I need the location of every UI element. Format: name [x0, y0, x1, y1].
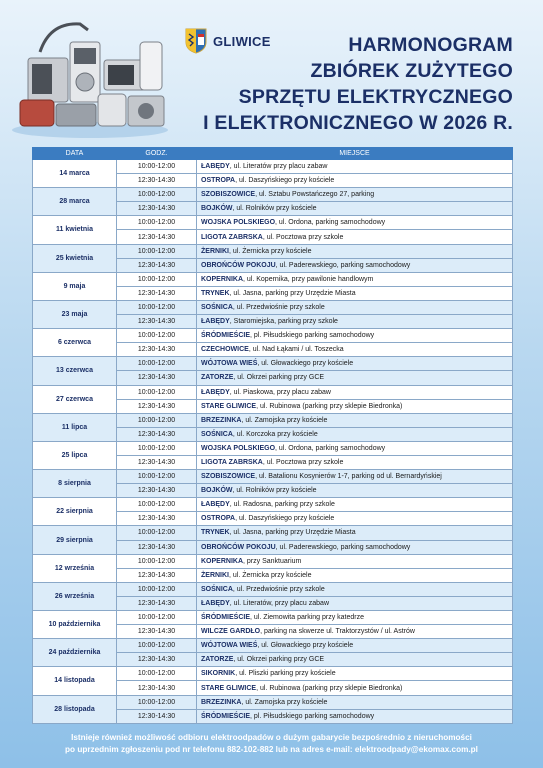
place-cell — [197, 582, 513, 596]
time-cell: 10:00-12:00 — [117, 357, 197, 371]
place-detail: , ul. Ordona, parking samochodowy — [275, 219, 386, 227]
place-cell — [197, 202, 513, 216]
appliances-illustration — [10, 12, 175, 140]
place-cell — [197, 540, 513, 554]
date-cell: 14 listopada — [33, 667, 117, 695]
place-name: WÓJTOWA WIEŚ — [201, 360, 258, 368]
place-cell — [197, 512, 513, 526]
place-detail: , ul. Jasna, parking przy Urzędzie Miasta — [229, 289, 356, 297]
title-line: SPRZĘTU ELEKTRYCZNEGO — [238, 86, 513, 108]
place-cell — [197, 470, 513, 484]
table-row — [33, 300, 513, 314]
place-name: ŁABĘDY — [201, 163, 230, 171]
footer-line: Istnieje również możliwość odbioru elektroodpadów o dużym gabarycie bezpośrednio z nieruchomości — [71, 733, 472, 742]
place-detail: , ul. Piaskowa, przy placu zabaw — [229, 388, 331, 396]
place-detail: , ul. Ordona, parking samochodowy — [275, 444, 386, 452]
place-cell — [197, 230, 513, 244]
place-name: ŚRÓDMIEŚCIE — [201, 332, 251, 340]
place-detail: , ul. Nad Łąkami / ul. Toszecka — [248, 346, 344, 354]
time-cell: 12:30-14:30 — [117, 512, 197, 526]
time-cell: 12:30-14:30 — [117, 653, 197, 667]
table-row — [33, 272, 513, 286]
place-cell — [197, 329, 513, 343]
place-cell — [197, 611, 513, 625]
time-cell: 10:00-12:00 — [117, 244, 197, 258]
place-name: STARE GLIWICE — [201, 684, 257, 692]
table-row — [33, 526, 513, 540]
place-name: TRYNEK — [201, 529, 230, 537]
place-detail: , ul. Pliszki parking przy kościele — [235, 670, 336, 678]
date-cell: 26 września — [33, 582, 117, 610]
place-detail: , ul. Zamojska przy kościele — [241, 698, 328, 706]
time-cell: 12:30-14:30 — [117, 286, 197, 300]
place-detail: , Staromiejska, parking przy szkole — [229, 318, 338, 326]
date-cell: 24 października — [33, 639, 117, 667]
time-cell: 12:30-14:30 — [117, 681, 197, 695]
time-cell: 12:30-14:30 — [117, 174, 197, 188]
place-detail: , przy Sanktuarium — [243, 557, 302, 565]
time-cell: 12:30-14:30 — [117, 484, 197, 498]
time-cell: 12:30-14:30 — [117, 315, 197, 329]
date-cell: 29 sierpnia — [33, 526, 117, 554]
place-name: SZOBISZOWICE — [201, 191, 256, 199]
place-cell — [197, 188, 513, 202]
place-cell — [197, 427, 513, 441]
date-cell: 14 marca — [33, 160, 117, 188]
place-detail: , ul. Batalionu Kosynierów 1-7, parking od ul. Bernardyńskiej — [255, 473, 442, 481]
date-cell: 9 maja — [33, 272, 117, 300]
place-name: SOŚNICA — [201, 303, 233, 311]
place-detail: , ul. Żernicka przy kościele — [229, 571, 312, 579]
place-detail: , ul. Przedwiośnie przy szkole — [232, 585, 325, 593]
time-cell: 10:00-12:00 — [117, 188, 197, 202]
table-row — [33, 695, 513, 709]
place-name: ZATORZE — [201, 374, 234, 382]
place-cell — [197, 455, 513, 469]
column-header-date: DATA — [33, 148, 117, 160]
date-cell: 22 sierpnia — [33, 498, 117, 526]
place-detail: , ul. Rubinowa (parking przy sklepie Biedronka) — [256, 684, 403, 692]
table-row — [33, 357, 513, 371]
place-name: BOJKÓW — [201, 205, 233, 213]
place-name: CZECHOWICE — [201, 346, 249, 354]
place-detail: , ul. Zamojska przy kościele — [241, 416, 328, 424]
place-name: SOŚNICA — [201, 585, 233, 593]
place-name: WOJSKA POLSKIEGO — [201, 444, 276, 452]
place-name: LIGOTA ZABRSKA — [201, 233, 263, 241]
date-cell: 25 lipca — [33, 441, 117, 469]
place-cell — [197, 554, 513, 568]
table-row — [33, 611, 513, 625]
place-detail: , ul. Głowackiego przy kościele — [257, 360, 354, 368]
place-detail: , ul. Literatów przy placu zabaw — [229, 163, 328, 171]
table-header-row — [33, 148, 513, 160]
place-detail: , ul. Rolników przy kościele — [232, 487, 317, 495]
place-name: BOJKÓW — [201, 487, 233, 495]
time-cell: 10:00-12:00 — [117, 385, 197, 399]
date-cell: 28 marca — [33, 188, 117, 216]
time-cell: 10:00-12:00 — [117, 441, 197, 455]
city-name: GLIWICE — [213, 33, 271, 49]
time-cell: 10:00-12:00 — [117, 611, 197, 625]
place-cell — [197, 639, 513, 653]
place-name: WILCZE GARDŁO — [201, 628, 261, 636]
place-cell — [197, 413, 513, 427]
place-name: LIGOTA ZABRSKA — [201, 459, 263, 467]
time-cell: 12:30-14:30 — [117, 596, 197, 610]
place-detail: , ul. Kopernika, przy pawilonie handlowym — [243, 275, 374, 283]
table-row — [33, 498, 513, 512]
table-row — [33, 413, 513, 427]
place-name: KOPERNIKA — [201, 275, 244, 283]
place-detail: , ul. Okrzei parking przy GCE — [233, 374, 325, 382]
table-row — [33, 582, 513, 596]
place-cell — [197, 174, 513, 188]
place-name: TRYNEK — [201, 289, 230, 297]
place-cell — [197, 625, 513, 639]
place-cell — [197, 681, 513, 695]
place-name: ŚRÓDMIEŚCIE — [201, 712, 251, 720]
page-title — [193, 32, 513, 136]
place-detail: , ul. Ziemowita parking przy katedrze — [250, 614, 365, 622]
place-name: OBROŃCÓW POKOJU — [201, 543, 276, 551]
time-cell: 12:30-14:30 — [117, 343, 197, 357]
table-row — [33, 329, 513, 343]
place-detail: , ul. Korczoka przy kościele — [232, 430, 318, 438]
place-detail: , ul. Przedwiośnie przy szkole — [232, 303, 325, 311]
time-cell: 12:30-14:30 — [117, 625, 197, 639]
date-cell: 8 sierpnia — [33, 470, 117, 498]
place-name: ŁABĘDY — [201, 599, 230, 607]
time-cell: 10:00-12:00 — [117, 300, 197, 314]
table-row — [33, 470, 513, 484]
place-name: BRZEZINKA — [201, 698, 242, 706]
place-detail: , ul. Rubinowa (parking przy sklepie Biedronka) — [256, 402, 403, 410]
place-name: ZATORZE — [201, 656, 234, 664]
place-detail: , ul. Pocztowa przy szkole — [262, 459, 344, 467]
place-cell — [197, 343, 513, 357]
place-cell — [197, 667, 513, 681]
table-row — [33, 244, 513, 258]
time-cell: 10:00-12:00 — [117, 582, 197, 596]
place-name: ŻERNIKI — [201, 247, 229, 255]
date-cell: 11 lipca — [33, 413, 117, 441]
time-cell: 10:00-12:00 — [117, 272, 197, 286]
time-cell: 10:00-12:00 — [117, 639, 197, 653]
place-detail: , ul. Daszyńskiego przy kościele — [235, 515, 335, 523]
footer-note — [0, 732, 543, 756]
date-cell: 27 czerwca — [33, 385, 117, 413]
place-detail: , ul. Okrzei parking przy GCE — [233, 656, 325, 664]
date-cell: 11 kwietnia — [33, 216, 117, 244]
place-detail: , ul. Sztabu Powstańczego 27, parking — [255, 191, 375, 199]
title-line: ZBIÓREK ZUŻYTEGO — [310, 60, 513, 82]
place-detail: , ul. Daszyńskiego przy kościele — [235, 177, 335, 185]
place-cell — [197, 315, 513, 329]
table-row — [33, 639, 513, 653]
place-name: OSTROPA — [201, 515, 236, 523]
date-cell: 13 czerwca — [33, 357, 117, 385]
collection-schedule-table — [32, 147, 513, 724]
footer-line: po uprzednim zgłoszeniu pod nr telefonu 882-102-882 lub na adres e-mail: elektroodpady@ekomax.com.pl — [65, 745, 478, 754]
place-name: ŚRÓDMIEŚCIE — [201, 614, 251, 622]
place-cell — [197, 357, 513, 371]
place-name: WÓJTOWA WIEŚ — [201, 642, 258, 650]
time-cell: 10:00-12:00 — [117, 498, 197, 512]
place-cell — [197, 484, 513, 498]
time-cell: 12:30-14:30 — [117, 568, 197, 582]
place-name: ŻERNIKI — [201, 571, 229, 579]
time-cell: 12:30-14:30 — [117, 258, 197, 272]
title-line: I ELEKTRONICZNEGO W 2026 R. — [203, 112, 513, 134]
time-cell: 12:30-14:30 — [117, 230, 197, 244]
place-cell — [197, 244, 513, 258]
date-cell: 6 czerwca — [33, 329, 117, 357]
time-cell: 10:00-12:00 — [117, 329, 197, 343]
place-cell — [197, 160, 513, 174]
place-name: SZOBISZOWICE — [201, 473, 256, 481]
table-row — [33, 160, 513, 174]
place-detail: , ul. Paderewskiego, parking samochodowy — [275, 543, 411, 551]
date-cell: 10 października — [33, 611, 117, 639]
place-cell — [197, 695, 513, 709]
date-cell: 12 września — [33, 554, 117, 582]
place-name: ŁABĘDY — [201, 318, 230, 326]
time-cell: 10:00-12:00 — [117, 695, 197, 709]
place-cell — [197, 653, 513, 667]
place-detail: , pl. Piłsudskiego parking samochodowy — [250, 712, 375, 720]
place-cell — [197, 709, 513, 723]
place-detail: , ul. Żernicka przy kościele — [229, 247, 312, 255]
place-detail: , ul. Rolników przy kościele — [232, 205, 317, 213]
table-row — [33, 554, 513, 568]
time-cell: 12:30-14:30 — [117, 399, 197, 413]
time-cell: 10:00-12:00 — [117, 554, 197, 568]
table-row — [33, 441, 513, 455]
place-cell — [197, 399, 513, 413]
place-name: SOŚNICA — [201, 430, 233, 438]
place-name: WOJSKA POLSKIEGO — [201, 219, 276, 227]
place-name: SIKORNIK — [201, 670, 236, 678]
time-cell: 12:30-14:30 — [117, 540, 197, 554]
place-detail: , parking na skwerze ul. Traktorzystów / ul. Astrów — [260, 628, 415, 636]
place-name: ŁABĘDY — [201, 388, 230, 396]
date-cell: 25 kwietnia — [33, 244, 117, 272]
place-detail: , ul. Literatów, przy placu zabaw — [229, 599, 329, 607]
time-cell: 10:00-12:00 — [117, 216, 197, 230]
place-name: STARE GLIWICE — [201, 402, 257, 410]
place-cell — [197, 441, 513, 455]
time-cell: 10:00-12:00 — [117, 413, 197, 427]
date-cell: 23 maja — [33, 300, 117, 328]
time-cell: 12:30-14:30 — [117, 427, 197, 441]
title-line: HARMONOGRAM — [348, 34, 513, 56]
time-cell: 12:30-14:30 — [117, 371, 197, 385]
time-cell: 10:00-12:00 — [117, 160, 197, 174]
place-cell — [197, 526, 513, 540]
place-cell — [197, 286, 513, 300]
table-row — [33, 216, 513, 230]
place-cell — [197, 216, 513, 230]
time-cell: 12:30-14:30 — [117, 202, 197, 216]
place-cell — [197, 596, 513, 610]
place-cell — [197, 385, 513, 399]
table-row — [33, 667, 513, 681]
table-row — [33, 188, 513, 202]
place-detail: , ul. Pocztowa przy szkole — [262, 233, 344, 241]
table-row — [33, 385, 513, 399]
column-header-time: GODZ. — [117, 148, 197, 160]
place-cell — [197, 568, 513, 582]
place-detail: , ul. Paderewskiego, parking samochodowy — [275, 261, 411, 269]
place-detail: , ul. Radosna, parking przy szkole — [229, 501, 335, 509]
time-cell: 10:00-12:00 — [117, 667, 197, 681]
place-detail: , ul. Jasna, parking przy Urzędzie Miasta — [229, 529, 356, 537]
time-cell: 12:30-14:30 — [117, 455, 197, 469]
place-detail: , pl. Piłsudskiego parking samochodowy — [250, 332, 375, 340]
place-cell — [197, 371, 513, 385]
place-cell — [197, 272, 513, 286]
time-cell: 10:00-12:00 — [117, 526, 197, 540]
time-cell: 10:00-12:00 — [117, 470, 197, 484]
place-name: ŁABĘDY — [201, 501, 230, 509]
place-detail: , ul. Głowackiego przy kościele — [257, 642, 354, 650]
time-cell: 12:30-14:30 — [117, 709, 197, 723]
place-name: BRZEZINKA — [201, 416, 242, 424]
place-cell — [197, 258, 513, 272]
place-name: OBROŃCÓW POKOJU — [201, 261, 276, 269]
place-cell — [197, 300, 513, 314]
place-name: KOPERNIKA — [201, 557, 244, 565]
place-name: OSTROPA — [201, 177, 236, 185]
column-header-place: MIEJSCE — [197, 148, 513, 160]
date-cell: 28 listopada — [33, 695, 117, 723]
place-cell — [197, 498, 513, 512]
